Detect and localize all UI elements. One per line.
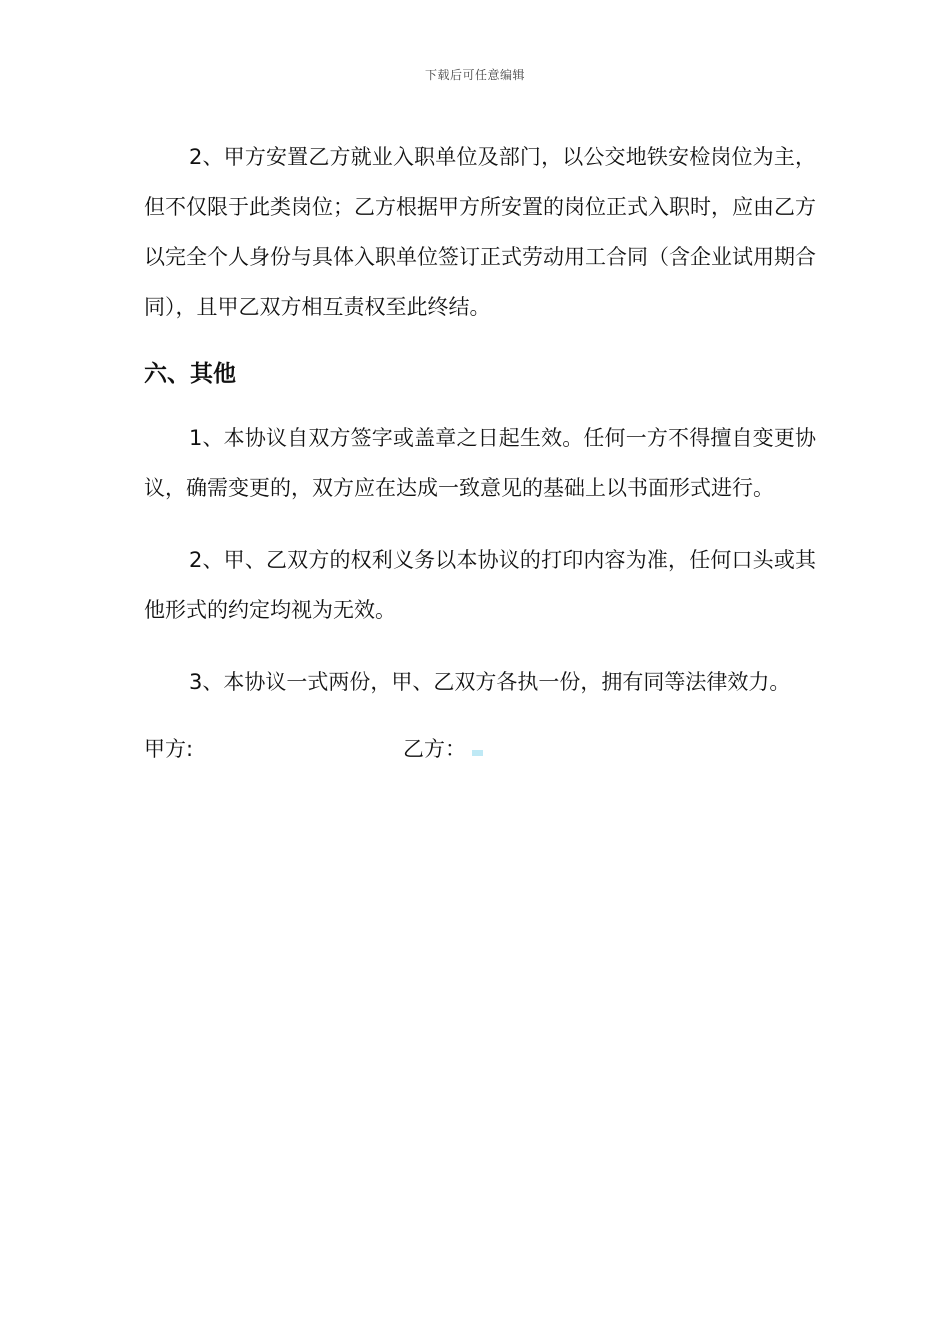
party-b-signature-label: 乙方： [403,737,466,761]
paragraph-gap [144,513,816,535]
signature-mark [472,750,483,756]
paragraph-gap [144,635,816,657]
section6-item-3: 3、本协议一式两份，甲、乙双方各执一份，拥有同等法律效力。 [189,670,791,694]
document-body [144,132,816,769]
section6-item-1: 1、本协议自双方签字或盖章之日起生效。任何一方不得擅自变更协议，确需变更的，双方应在达成一致意见的基础上以书面形式进行。 [144,426,816,500]
section6-item-2: 2、甲、乙双方的权利义务以本协议的打印内容为准，任何口头或其他形式的约定均视为无效。 [144,548,816,622]
page-header: 下载后可任意编辑 [424,68,525,82]
party-a-signature-label: 甲方: [144,737,194,761]
party-b-signature [403,729,483,769]
signature-row [144,729,816,769]
section5-item-2: 2、甲方安置乙方就业入职单位及部门，以公交地铁安检岗位为主，但不仅限于此类岗位；乙方根据甲方所安置的岗位正式入职时，应由乙方以完全个人身份与具体入职单位签订正式劳动用工合同（含企业试用期合同），且甲乙双方相互责权至此终结。 [144,145,816,319]
section-heading-other: 六、其他 [144,361,236,387]
